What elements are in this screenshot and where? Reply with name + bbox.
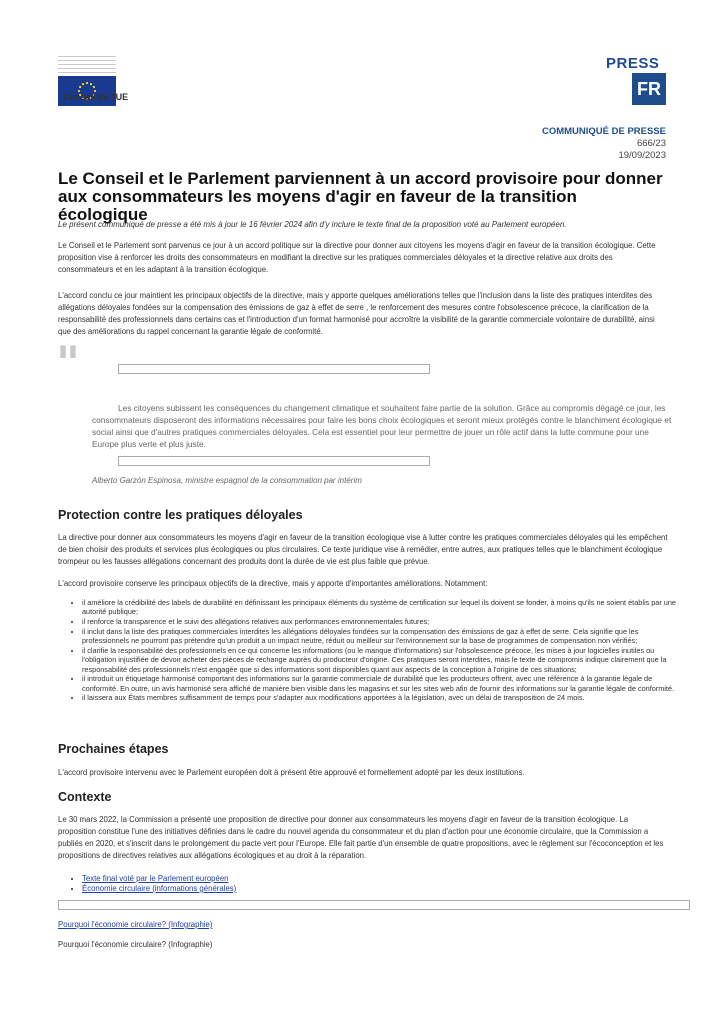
list-item: • il améliore la crédibilité des labels de durabilité en définissant les principaux éléments du système de certification sur lequel ils doivent se fonder, à moins qu'ils ne soient établis par une autorité publique; [82, 598, 682, 617]
release-number: 666/23 [636, 138, 666, 149]
media-placeholder-top [118, 364, 430, 374]
list-item: • il introduit un étiquetage harmonisé comportant des informations sur la garantie commerciale de durabilité que les producteurs offrent, avec une référence à la garantie légale de conformité. En outre, un avis harmonisé sera affiché de manière bien visible dans les magasins et sur les sites web afin de fournir des informations sur la garantie légale de conformité. [82, 674, 682, 693]
quote-author: Alberto Garzón Espinosa, ministre espagnol de la consommation par intérim [92, 476, 362, 485]
context-paragraph: Le 30 mars 2022, la Commission a présenté une proposition de directive pour donner aux consommateurs les moyens d'agir en faveur de la transition écologique. La proposition constitue l'une des initiatives définies dans le cadre du nouvel agenda du consommateur et du plan d'action pour une économie circulaire, que la Commission a publiés en 2020, et s'inscrit dans le prolongement du pacte vert pour l'Europe. Elle fait partie d'un ensemble de quatre propositions, avec le règlement sur l'écoconception et les propositions de directives relatives aux allégations écologiques et au droit à la réparation. [58, 815, 664, 860]
protection-paragraph-1: La directive pour donner aux consommateurs les moyens d'agir en faveur de la transition écologique vise à lutter contre les pratiques commerciales déloyales qui les empêchent de bien choisir des produits et services plus écologiques ou plus circulaires. Ce texte juridique vise à remédier, entre autres, aux pratiques telles que le blanchiment écologique trompeur ou les fausses allégations concernant des produits dont la durée de vie est plus faible que prévue. [58, 533, 668, 566]
media-placeholder-infographic [58, 900, 690, 910]
link-circular-economy[interactable]: Économie circulaire (informations générales) [82, 884, 237, 893]
next-steps-paragraph: L'accord provisoire intervenu avec le Parlement européen doit à présent être approuvé et formellement adopté par les deux institutions. [58, 768, 525, 777]
infographic-caption: Pourquoi l'économie circulaire? (Infographie) [58, 940, 213, 949]
quote-text: Les citoyens subissent les conséquences du changement climatique et souhaitent faire partie de la solution. Grâce au compromis dégagé ce jour, les consommateurs disposeront des informations nécessaires pour faire les bons choix écologiques et seront mieux protégés contre le blanchiment écologique et social ainsi que d'autres pratiques commerciales déloyales. Cela est essentiel pour leur permettre de jouer un rôle actif dans la lutte commune pour une Europe plus verte et plus juste. [92, 403, 672, 449]
list-item [82, 874, 236, 884]
release-kind: COMMUNIQUÉ DE PRESSE [541, 126, 666, 137]
link-final-text[interactable]: Texte final voté par le Parlement européen [82, 874, 229, 883]
release-meta [542, 126, 666, 162]
media-placeholder-bottom [118, 456, 430, 466]
press-label: PRESS [606, 55, 660, 72]
release-date: 19/09/2023 [618, 150, 666, 161]
list-item: • il clarifie la responsabilité des professionnels en ce qui concerne les informations (ou le manque d'informations) sur l'obsolescence précoce, les mises à jour logicielles inutiles ou l'obligation injustifiée de devoir acheter des pièces de rechange auprès du producteur d'origine. Ces pratiques seront interdites, mais le texte de compromis indique clairement que la responsabilité des professionnels n'est engagée que si des informations sont disponibles quant aux aspects de la conception à l'origine de ces situations; [82, 646, 682, 674]
quote-mark-icon: " [56, 336, 80, 390]
section-heading-context: Contexte [58, 790, 112, 804]
organization-name: Conseil de l'UE [63, 92, 129, 102]
update-note: Le présent communiqué de presse a été mis à jour le 16 février 2024 afin d'y inclure le texte final de la proposition voté au Parlement européen. [58, 220, 567, 229]
language-badge: FR [632, 73, 666, 105]
intro-paragraph-2: L'accord conclu ce jour maintient les principaux objectifs de la directive, mais y apporte quelques améliorations telles que l'inclusion dans la liste des pratiques interdites des allégations déloyales fondées sur la compensation des émissions de gaz à effet de serre , le renforcement des mesures contre l'obsolescence précoce, la clarification de la responsabilité des professionnels dans certains cas et l'introduction d'un format harmonisé pour accroître la visibilité de la garantie commerciale volontaire de durabilité, ainsi que des améliorations du rappel concernant la garantie légale de conformité. [58, 291, 655, 336]
list-item [82, 884, 236, 894]
list-item: • il laissera aux États membres suffisamment de temps pour s'adapter aux modifications apportées à la législation, avec un délai de transposition de 24 mois. [82, 693, 682, 702]
infographic-link[interactable]: Pourquoi l'économie circulaire? (Infographie) [58, 920, 213, 929]
improvements-list [70, 598, 682, 703]
related-links [70, 874, 236, 894]
protection-paragraph-2: L'accord provisoire conserve les principaux objectifs de la directive, mais y apporte d'importantes améliorations. Notamment: [58, 579, 488, 588]
page-title: Le Conseil et le Parlement parviennent à un accord provisoire pour donner aux consommateurs les moyens d'agir en faveur de la transition écologique [58, 169, 663, 224]
list-item: • il inclut dans la liste des pratiques commerciales interdites les allégations déloyales fondées sur la compensation des émissions de gaz à effet de serre. Cela signifie que les professionnels ne pourront pas prétendre qu'un produit a un impact neutre, réduit ou meilleur sur l'environnement sur la base de programmes de compensation non vérifiés; [82, 627, 682, 646]
list-item: • il renforce la transparence et le suivi des allégations relatives aux performances environnementales futures; [82, 617, 682, 626]
section-heading-next-steps: Prochaines étapes [58, 742, 169, 756]
intro-paragraph-1: Le Conseil et le Parlement sont parvenus ce jour à un accord politique sur la directive pour donner aux citoyens les moyens d'agir en faveur de la transition écologique. Cette proposition vise à renforcer les droits des consommateurs en modifiant la directive sur les pratiques commerciales déloyales et la directive relative aux droits des consommateurs et en les adaptant à la transition écologique. [58, 241, 656, 274]
section-heading-protection: Protection contre les pratiques déloyales [58, 508, 303, 522]
